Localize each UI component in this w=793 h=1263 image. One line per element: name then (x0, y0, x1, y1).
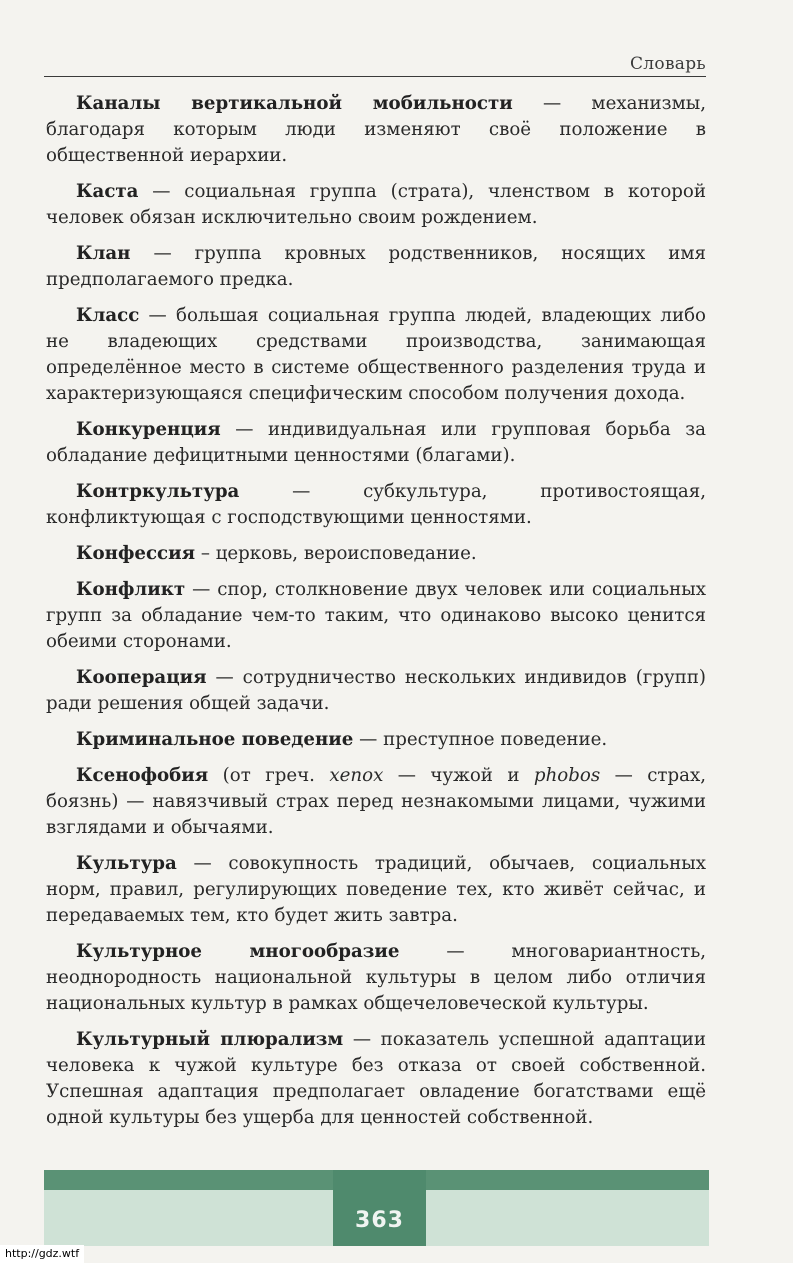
glossary-entry (46, 939, 706, 1017)
entry-term: Конкуренция (76, 419, 221, 440)
entry-term: Класс (76, 305, 140, 326)
entry-definition: — преступное поведение. (353, 729, 608, 750)
glossary-entry (46, 303, 706, 407)
glossary-entry (46, 91, 706, 169)
glossary-entry (46, 1027, 706, 1131)
etymology-word: phobos (533, 765, 601, 786)
entry-term: Ксенофобия (76, 765, 209, 786)
page-number: 363 (355, 1208, 404, 1233)
entry-definition: — сотрудничество нескольких индивидов (групп) ради решения общей задачи. (46, 667, 706, 714)
entry-definition: — группа кровных родственников, носящих имя предполагаемого предка. (46, 243, 706, 290)
entry-term: Кооперация (76, 667, 207, 688)
glossary-entry (46, 179, 706, 231)
entry-definition: — спор, столкновение двух человек или социальных групп за обладание чем-то таким, что одинаково высоко ценится обеими сторонами. (46, 579, 706, 652)
entry-term: Культурный плюрализм (76, 1029, 344, 1050)
entry-term: Культура (76, 853, 177, 874)
entry-definition: — многовариантность, неоднородность национальной культуры в целом либо отличия национальных культур в рамках общечеловеческой культуры. (46, 941, 707, 1014)
entry-definition: — большая социальная группа людей, владеющих либо не владеющих средствами производства, занимающая определённое место в системе общественного разделения труда и характеризующаяся специфическим способом получения дохода. (46, 305, 706, 404)
entry-definition: — субкультура, противостоящая, конфликтующая с господствующими ценностями. (46, 481, 706, 528)
entry-definition: — страх, боязнь) — навязчивый страх перед незнакомыми лицами, чужими взглядами и обычаями. (46, 765, 706, 838)
entry-term: Культурное многообразие (76, 941, 400, 962)
section-title: Словарь (630, 54, 706, 74)
entry-term: Каналы вертикальной мобильности (76, 93, 513, 114)
glossary-entry (46, 479, 706, 531)
entry-term: Клан (76, 243, 131, 264)
glossary-entry (46, 541, 706, 567)
entry-definition: — совокупность традиций, обычаев, социальных норм, правил, регулирующих поведение тех, кто живёт сейчас, и передаваемых тем, кто будет жить завтра. (46, 853, 706, 926)
glossary-entry (46, 665, 706, 717)
etymology-word: xenox (329, 765, 384, 786)
entry-definition: — индивидуальная или групповая борьба за обладание дефицитными ценностями (благами). (46, 419, 706, 466)
entry-definition: — чужой и (383, 765, 534, 786)
entry-term: Криминальное поведение (76, 729, 354, 750)
entry-definition: — социальная группа (страта), членством в которой человек обязан исключительно своим рождением. (46, 181, 706, 228)
entry-term: Конфликт (76, 579, 186, 600)
glossary-entry (46, 763, 706, 841)
glossary-entry (46, 727, 706, 753)
entry-definition: — механизмы, благодаря которым люди изменяют своё положение в общественной иерархии. (46, 93, 707, 166)
entry-term: Контркультура (76, 481, 240, 502)
glossary-entry (46, 417, 706, 469)
running-header (44, 52, 706, 77)
watermark-link[interactable]: http://gdz.wtf (0, 1245, 84, 1263)
entry-definition: — показатель успешной адаптации человека к чужой культуре без отказа от своей собственной. Успешная адаптация предполагает овладение богатствами ещё одной культуры без ущерба для ценностей собственной. (46, 1029, 706, 1128)
entry-term: Каста (76, 181, 139, 202)
entry-term: Конфессия (76, 543, 196, 564)
glossary-entry (46, 241, 706, 293)
glossary-entry (46, 577, 706, 655)
entry-definition: – церковь, вероисповедание. (195, 543, 477, 564)
entry-definition: (от греч. (208, 765, 330, 786)
glossary-entries (46, 91, 706, 1141)
glossary-entry (46, 851, 706, 929)
